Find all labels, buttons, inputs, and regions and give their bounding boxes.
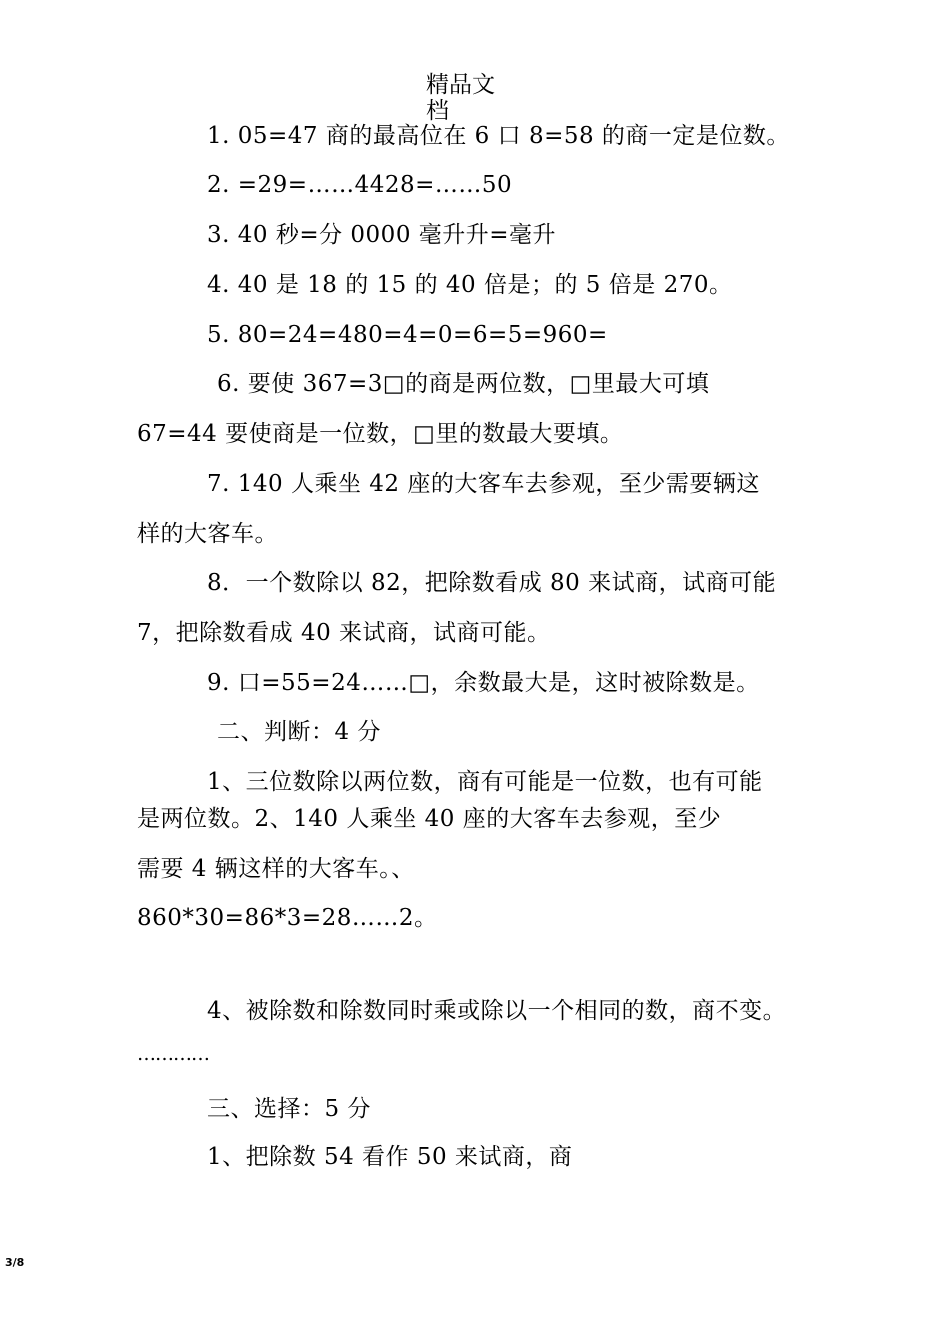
page-number: 3/8 — [5, 1256, 25, 1269]
ellipsis-line: ………… — [137, 1043, 209, 1065]
text-line-15: 是两位数。2、140 人乘坐 40 座的大客车去参观，至少 — [137, 806, 722, 832]
text-line-7: 67=44 要使商是一位数，□里的数最大要填。 — [137, 421, 624, 447]
text-line-5: 5. 80=24=480=4=0=6=5=960= — [207, 322, 608, 348]
text-line-4: 4. 40 是 18 的 15 的 40 倍是；的 5 倍是 270。 — [207, 272, 733, 298]
text-line-11: 7，把除数看成 40 来试商，试商可能。 — [137, 620, 551, 646]
text-line-21: 1、把除数 54 看作 50 来试商，商 — [207, 1144, 573, 1170]
text-line-18: 4、被除数和除数同时乘或除以一个相同的数，商不变。 — [207, 998, 787, 1024]
section-heading-choose: 三、选择：5 分 — [207, 1096, 371, 1122]
section-heading-judge: 二、判断：4 分 — [217, 719, 381, 745]
text-line-12: 9. 口=55=24……□，余数最大是，这时被除数是。 — [207, 670, 760, 696]
text-line-2: 2. =29=……4428=……50 — [207, 172, 513, 198]
text-line-8: 7. 140 人乘坐 42 座的大客车去参观，至少需要辆这 — [207, 471, 760, 497]
text-line-1: 1. 05=47 商的最高位在 6 口 8=58 的商一定是位数。 — [207, 123, 790, 149]
text-line-14: 1、三位数除以两位数，商有可能是一位数，也有可能 — [207, 769, 763, 795]
text-line-6: 6. 要使 367=3□的商是两位数，□里最大可填 — [217, 371, 710, 397]
text-line-16: 需要 4 辆这样的大客车。、 — [137, 856, 415, 882]
text-line-17: 860*30=86*3=28……2。 — [137, 905, 438, 931]
text-line-3: 3. 40 秒=分 0000 毫升升=毫升 — [207, 222, 557, 248]
text-line-10: 8．一个数除以 82，把除数看成 80 来试商，试商可能 — [207, 570, 777, 596]
text-line-9: 样的大客车。 — [137, 521, 278, 547]
page-header: 精品文档 — [426, 72, 495, 124]
